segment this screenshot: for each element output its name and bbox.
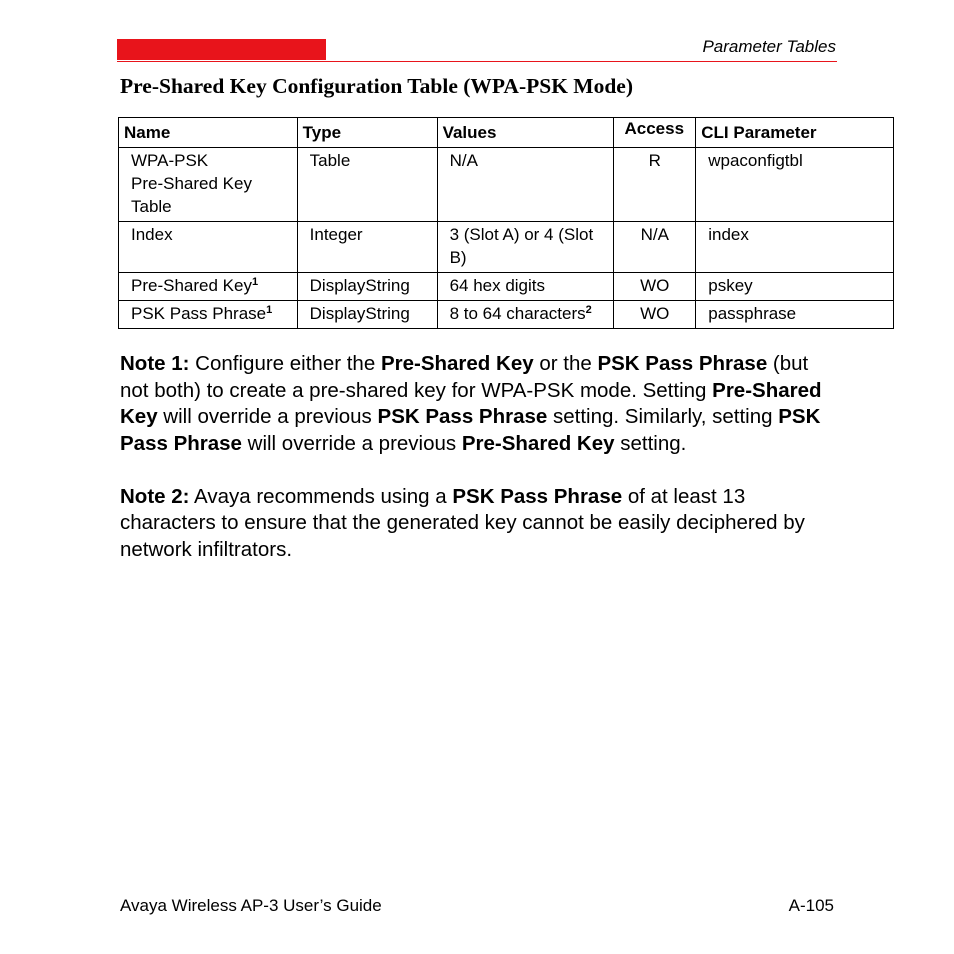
header-rule bbox=[117, 61, 837, 62]
section-title: Pre-Shared Key Configuration Table (WPA-PSK Mode) bbox=[120, 74, 634, 98]
table-row bbox=[119, 222, 894, 273]
footer-guide-title: Avaya Wireless AP-3 User’s Guide bbox=[120, 896, 382, 915]
column-header-values: Values bbox=[437, 118, 614, 148]
cell-cli: wpaconfigtbl bbox=[696, 148, 894, 222]
cell-name: PSK Pass Phrase$^1$ bbox=[119, 301, 298, 329]
footnote-ref: 1 bbox=[251, 276, 259, 288]
cell-access: WO bbox=[614, 301, 696, 329]
cell-type: Integer bbox=[297, 222, 437, 273]
cell-name: Pre-Shared Key$^1$ bbox=[119, 273, 298, 301]
footer-page-number: A-105 bbox=[788, 896, 834, 915]
cell-values: 64 hex digits bbox=[437, 273, 614, 301]
column-header-name: Name bbox=[119, 118, 298, 148]
cell-values: 3 (Slot A) or 4 (Slot B) bbox=[437, 222, 614, 273]
cell-type: DisplayString bbox=[297, 301, 437, 329]
footnote-ref: 1 bbox=[266, 304, 273, 316]
cell-access: N/A bbox=[614, 222, 696, 273]
cell-type: DisplayString bbox=[297, 273, 437, 301]
cell-access: WO bbox=[614, 273, 696, 301]
notes-section bbox=[120, 351, 840, 590]
column-header-type: Type bbox=[297, 118, 437, 148]
cell-cli: index bbox=[696, 222, 894, 273]
cell-cli: pskey bbox=[696, 273, 894, 301]
cell-values: N/A bbox=[437, 148, 614, 222]
table-row bbox=[119, 148, 894, 222]
cell-name: WPA-PSK Pre-Shared Key Table bbox=[119, 148, 298, 222]
column-header-access: Access bbox=[614, 118, 696, 148]
parameter-table bbox=[118, 117, 894, 329]
footnote-ref: 2 bbox=[585, 304, 592, 316]
cell-name: Index bbox=[119, 222, 298, 273]
cell-cli: passphrase bbox=[696, 301, 894, 329]
cell-access: R bbox=[614, 148, 696, 222]
cell-type: Table bbox=[297, 148, 437, 222]
note-1: Note 1: Configure either the Pre-Shared Key or the PSK Pass Phrase (but not both) to create a pre-shared key for WPA-PSK mode. Setting Pre-Shared Key will override a previous PSK Pass Phrase setting. Similarly, setting PSK Pass Phrase will override a previous Pre-Shared Key setting. bbox=[120, 352, 822, 455]
table-row bbox=[119, 301, 894, 329]
running-header: Parameter Tables bbox=[702, 37, 836, 56]
note-2: Note 2: Avaya recommends using a PSK Pass Phrase of at least 13 characters to ensure that the generated key cannot be easily deciphered by network infiltrators. bbox=[120, 484, 805, 561]
table-row bbox=[119, 273, 894, 301]
header-red-bar bbox=[117, 39, 326, 60]
cell-values: 8 to 64 characters$^2$ bbox=[437, 301, 614, 329]
table-header-row bbox=[119, 118, 894, 148]
column-header-cli: CLI Parameter bbox=[696, 118, 894, 148]
